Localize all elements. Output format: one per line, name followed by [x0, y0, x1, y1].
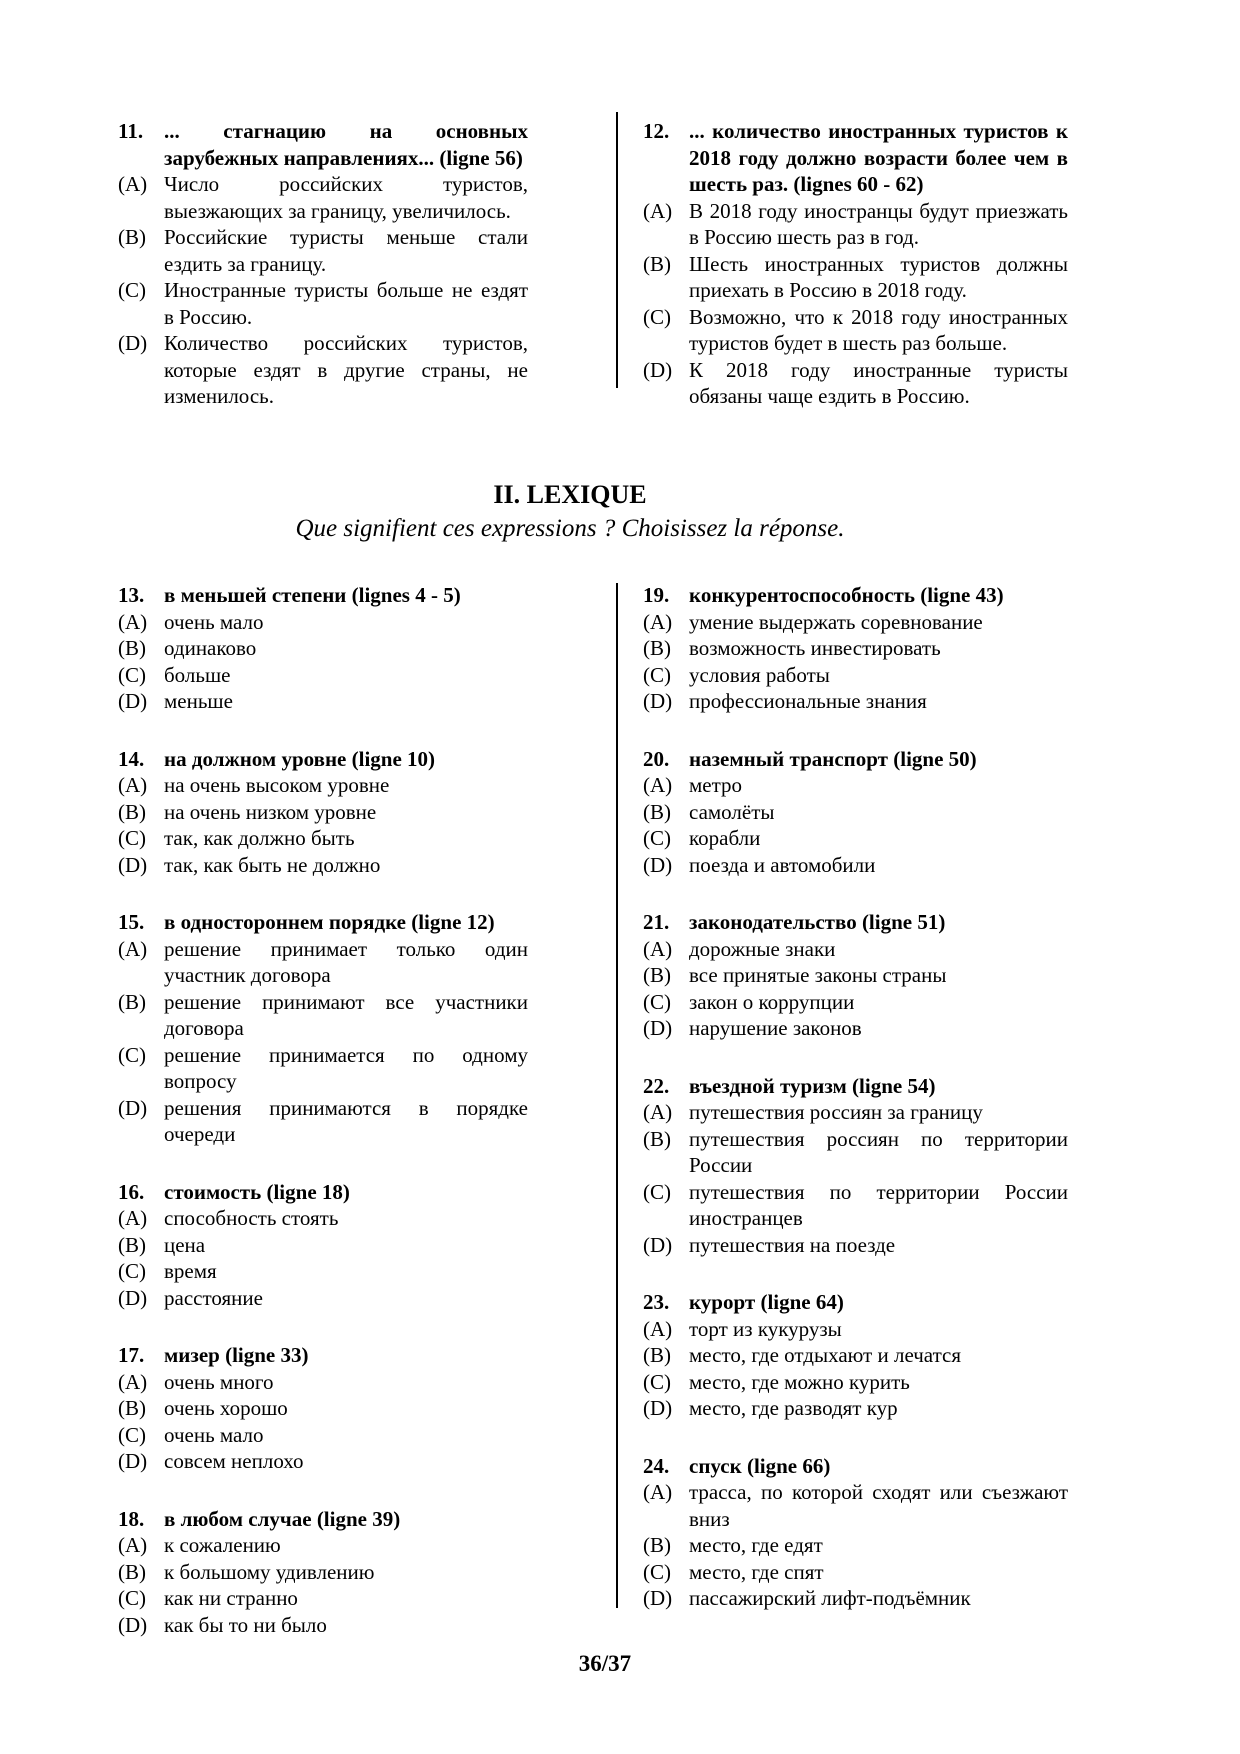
- option-letter: (B): [643, 1533, 671, 1557]
- question-header: [118, 909, 528, 936]
- question-title: конкурентоспособность (ligne 43): [689, 583, 1004, 607]
- answer-option-a: [643, 1316, 1068, 1343]
- question-number: 16.: [118, 1179, 145, 1204]
- question-title: в одностороннем порядке (ligne 12): [164, 910, 495, 934]
- option-letter: (A): [118, 1369, 148, 1394]
- question-title: въездной туризм (ligne 54): [689, 1073, 936, 1098]
- answer-option-b: [643, 1532, 1068, 1559]
- option-letter: (C): [118, 1042, 146, 1067]
- answer-option-b: [643, 251, 1068, 304]
- option-text: возможность инвестировать: [689, 636, 941, 660]
- top-left-column: [118, 118, 528, 410]
- option-letter: (A): [643, 936, 673, 961]
- question-number: 20.: [643, 746, 670, 771]
- answer-option-a: [643, 1479, 1068, 1532]
- answer-option-b: [118, 1559, 528, 1586]
- answer-option-c: [118, 1258, 528, 1285]
- answer-option-c: [643, 1179, 1068, 1232]
- option-text: место, где можно курить: [689, 1369, 910, 1394]
- option-letter: (C): [118, 278, 146, 302]
- option-letter: (D): [118, 1449, 148, 1473]
- option-text: место, где спят: [689, 1559, 824, 1584]
- option-letter: (B): [118, 799, 146, 824]
- option-letter: (D): [118, 1612, 148, 1637]
- option-letter: (B): [643, 251, 671, 276]
- answer-option-b: [643, 635, 1068, 662]
- answer-option-c: [643, 989, 1068, 1016]
- answer-option-a: [643, 609, 1068, 636]
- option-text: очень мало: [164, 609, 264, 634]
- option-letter: (A): [118, 172, 148, 196]
- option-letter: (A): [118, 1206, 148, 1230]
- answer-option-d: [118, 1285, 528, 1312]
- answer-option-a: [643, 1099, 1068, 1126]
- option-text: время: [164, 1259, 217, 1283]
- question-number: 14.: [118, 746, 145, 771]
- answer-option-c: [643, 825, 1068, 852]
- option-letter: (A): [118, 1533, 148, 1557]
- answer-option-d: [643, 357, 1068, 410]
- option-text: место, где отдыхают и лечатся: [689, 1343, 961, 1367]
- question-number: 17.: [118, 1343, 145, 1367]
- option-letter: (C): [643, 1559, 671, 1584]
- answer-option-d: [118, 852, 528, 879]
- answer-option-c: [118, 825, 528, 852]
- section-subtitle: Que signifient ces expressions ? Choisissez la réponse.: [295, 515, 845, 542]
- option-text: Шесть иностранных туристов должны приехать в Россию в 2018 году.: [689, 251, 1068, 302]
- column-divider-top: [616, 112, 618, 388]
- question-number: 24.: [643, 1453, 670, 1478]
- option-text: место, где разводят кур: [689, 1396, 898, 1420]
- option-text: на очень низком уровне: [164, 799, 377, 824]
- question-16: [118, 1179, 528, 1312]
- option-text: Российские туристы меньше стали ездить за границу.: [164, 225, 528, 276]
- question-header: [643, 746, 1068, 773]
- option-letter: (C): [643, 1179, 671, 1204]
- option-text: путешествия по территории России иностранцев: [689, 1179, 1068, 1230]
- question-header: [643, 1453, 1068, 1480]
- question-header: [643, 582, 1068, 609]
- question-19: [643, 582, 1068, 715]
- question-title: курорт (ligne 64): [689, 1290, 844, 1314]
- answer-option-c: [643, 662, 1068, 689]
- option-text: условия работы: [689, 662, 830, 687]
- option-text: место, где едят: [689, 1533, 823, 1557]
- question-number: 22.: [643, 1073, 670, 1098]
- option-text: умение выдержать соревнование: [689, 609, 983, 634]
- question-header: [118, 746, 528, 773]
- option-letter: (B): [643, 1343, 671, 1367]
- option-text: решение принимает только один участник договора: [164, 936, 528, 987]
- page-number: 36/37: [578, 1651, 632, 1676]
- option-letter: (A): [643, 773, 673, 797]
- option-letter: (D): [643, 1232, 673, 1257]
- column-divider-lexique: [616, 583, 618, 1608]
- answer-option-b: [118, 1395, 528, 1422]
- answer-option-c: [118, 1422, 528, 1449]
- option-text: как ни странно: [164, 1586, 298, 1610]
- question-header: [118, 1179, 528, 1206]
- answer-option-d: [643, 1232, 1068, 1259]
- option-text: все принятые законы страны: [689, 963, 947, 987]
- question-title: на должном уровне (ligne 10): [164, 746, 436, 771]
- option-letter: (A): [118, 609, 148, 634]
- option-text: очень мало: [164, 1422, 264, 1447]
- question-header: [118, 582, 528, 609]
- option-text: самолёты: [689, 799, 775, 824]
- option-text: так, как должно быть: [164, 826, 355, 850]
- option-text: профессиональные знания: [689, 689, 927, 713]
- section-header: [0, 480, 1140, 544]
- option-text: решение принимается по одному вопросу: [164, 1042, 528, 1093]
- answer-option-b: [118, 635, 528, 662]
- answer-option-c: [643, 304, 1068, 357]
- question-title: мизер (ligne 33): [164, 1343, 309, 1367]
- answer-option-d: [118, 1095, 528, 1148]
- question-12: [643, 118, 1068, 410]
- option-text: решения принимаются в порядке очереди: [164, 1095, 528, 1146]
- option-letter: (A): [643, 198, 673, 223]
- answer-option-b: [118, 1232, 528, 1259]
- question-header: [118, 1506, 528, 1533]
- question-title: спуск (ligne 66): [689, 1453, 831, 1478]
- option-letter: (A): [643, 1316, 673, 1341]
- option-letter: (C): [643, 662, 671, 687]
- top-right-column: [643, 118, 1068, 410]
- question-header: [643, 909, 1068, 936]
- answer-option-b: [118, 799, 528, 826]
- question-18: [118, 1506, 528, 1639]
- option-text: торт из кукурузы: [689, 1316, 842, 1341]
- option-text: так, как быть не должно: [164, 852, 381, 877]
- option-text: закон о коррупции: [689, 989, 855, 1014]
- option-letter: (D): [643, 357, 673, 382]
- option-text: совсем неплохо: [164, 1449, 304, 1473]
- option-letter: (D): [643, 1586, 673, 1610]
- option-letter: (C): [118, 1586, 146, 1610]
- answer-option-b: [643, 962, 1068, 989]
- question-title: ... количество иностранных туристов к 2018 году должно возрасти более чем в шесть раз. (lignes 60 - 62): [689, 119, 1068, 196]
- answer-option-b: [118, 989, 528, 1042]
- option-text: к сожалению: [164, 1533, 281, 1557]
- answer-option-c: [118, 1585, 528, 1612]
- answer-option-a: [118, 1205, 528, 1232]
- question-24: [643, 1453, 1068, 1612]
- option-letter: (C): [118, 1422, 146, 1447]
- option-letter: (A): [643, 609, 673, 634]
- option-text: Количество российских туристов, которые ездят в другие страны, не изменилось.: [164, 331, 528, 408]
- section-title: II. LEXIQUE: [493, 480, 647, 509]
- option-text: путешествия россиян по территории России: [689, 1126, 1068, 1177]
- answer-option-a: [118, 1369, 528, 1396]
- option-text: больше: [164, 662, 231, 687]
- option-text: поезда и автомобили: [689, 852, 876, 877]
- option-letter: (C): [643, 304, 671, 329]
- question-title: ... стагнацию на основных зарубежных направлениях... (ligne 56): [164, 119, 528, 170]
- option-text: Иностранные туристы больше не ездят в Россию.: [164, 278, 528, 329]
- lexique-left-column: [118, 582, 528, 1638]
- option-text: как бы то ни было: [164, 1612, 327, 1637]
- question-header: [118, 1342, 528, 1369]
- option-letter: (C): [643, 826, 671, 850]
- option-letter: (C): [118, 826, 146, 850]
- option-letter: (B): [643, 1126, 671, 1151]
- answer-option-d: [118, 330, 528, 410]
- answer-option-a: [118, 171, 528, 224]
- option-text: способность стоять: [164, 1206, 339, 1230]
- option-letter: (B): [118, 225, 146, 249]
- option-text: к большому удивлению: [164, 1559, 375, 1584]
- question-header: [643, 118, 1068, 198]
- option-text: очень много: [164, 1369, 274, 1394]
- answer-option-d: [118, 1448, 528, 1475]
- question-13: [118, 582, 528, 715]
- option-text: Число российских туристов, выезжающих за границу, увеличилось.: [164, 172, 528, 223]
- question-11: [118, 118, 528, 410]
- answer-option-b: [643, 1342, 1068, 1369]
- option-letter: (A): [118, 936, 148, 961]
- option-text: путешествия россиян за границу: [689, 1100, 983, 1124]
- option-text: дорожные знаки: [689, 936, 836, 961]
- option-text: нарушение законов: [689, 1016, 862, 1040]
- option-text: на очень высоком уровне: [164, 773, 390, 797]
- question-22: [643, 1073, 1068, 1259]
- question-header: [643, 1073, 1068, 1100]
- answer-option-c: [118, 662, 528, 689]
- option-letter: (A): [643, 1480, 673, 1504]
- option-letter: (B): [118, 989, 146, 1014]
- option-letter: (C): [643, 989, 671, 1014]
- question-title: законодательство (ligne 51): [689, 910, 946, 934]
- option-text: решение принимают все участники договора: [164, 989, 528, 1040]
- question-20: [643, 746, 1068, 879]
- answer-option-c: [643, 1559, 1068, 1586]
- option-letter: (B): [118, 636, 146, 660]
- option-letter: (B): [118, 1396, 146, 1420]
- option-letter: (D): [643, 852, 673, 877]
- answer-option-d: [643, 688, 1068, 715]
- answer-option-a: [118, 609, 528, 636]
- option-text: трасса, по которой сходят или съезжают вниз: [689, 1480, 1068, 1531]
- question-title: стоимость (ligne 18): [164, 1179, 350, 1204]
- option-text: меньше: [164, 689, 233, 713]
- question-number: 11.: [118, 119, 144, 143]
- option-letter: (D): [118, 1285, 148, 1310]
- answer-option-d: [643, 1015, 1068, 1042]
- answer-option-a: [643, 198, 1068, 251]
- option-letter: (C): [643, 1369, 671, 1394]
- answer-option-d: [118, 688, 528, 715]
- option-text: очень хорошо: [164, 1396, 288, 1420]
- answer-option-c: [643, 1369, 1068, 1396]
- answer-option-d: [643, 1585, 1068, 1612]
- lexique-right-column: [643, 582, 1068, 1612]
- answer-option-a: [118, 772, 528, 799]
- option-letter: (B): [118, 1559, 146, 1584]
- answer-option-d: [643, 1395, 1068, 1422]
- question-21: [643, 909, 1068, 1042]
- question-14: [118, 746, 528, 879]
- option-letter: (D): [118, 689, 148, 713]
- option-text: путешествия на поезде: [689, 1232, 896, 1257]
- option-letter: (D): [643, 1396, 673, 1420]
- option-text: расстояние: [164, 1285, 263, 1310]
- question-number: 18.: [118, 1506, 145, 1531]
- option-text: одинаково: [164, 636, 257, 660]
- answer-option-a: [118, 1532, 528, 1559]
- question-number: 13.: [118, 583, 145, 607]
- answer-option-b: [643, 1126, 1068, 1179]
- answer-option-b: [118, 224, 528, 277]
- question-number: 23.: [643, 1290, 670, 1314]
- question-number: 19.: [643, 583, 670, 607]
- answer-option-c: [118, 277, 528, 330]
- option-letter: (B): [118, 1232, 146, 1257]
- option-letter: (A): [118, 773, 148, 797]
- answer-option-a: [643, 936, 1068, 963]
- option-text: В 2018 году иностранцы будут приезжать в Россию шесть раз в год.: [689, 198, 1068, 249]
- option-letter: (B): [643, 799, 671, 824]
- option-letter: (D): [118, 852, 148, 877]
- option-letter: (C): [118, 1259, 146, 1283]
- question-number: 21.: [643, 910, 670, 934]
- question-15: [118, 909, 528, 1148]
- option-letter: (D): [643, 1016, 673, 1040]
- question-17: [118, 1342, 528, 1475]
- answer-option-d: [118, 1612, 528, 1639]
- question-title: в меньшей степени (lignes 4 - 5): [164, 583, 461, 607]
- option-letter: (D): [643, 689, 673, 713]
- option-letter: (C): [118, 662, 146, 687]
- answer-option-b: [643, 799, 1068, 826]
- question-number: 12.: [643, 119, 670, 143]
- option-text: пассажирский лифт-подъёмник: [689, 1586, 971, 1610]
- option-letter: (D): [118, 331, 148, 355]
- answer-option-a: [643, 772, 1068, 799]
- option-text: метро: [689, 773, 743, 797]
- question-title: наземный транспорт (ligne 50): [689, 746, 977, 771]
- option-text: цена: [164, 1232, 206, 1257]
- question-23: [643, 1289, 1068, 1422]
- question-header: [643, 1289, 1068, 1316]
- option-letter: (B): [643, 636, 671, 660]
- option-text: К 2018 году иностранные туристы обязаны чаще ездить в Россию.: [689, 357, 1068, 408]
- option-text: корабли: [689, 826, 761, 850]
- option-text: Возможно, что к 2018 году иностранных туристов будет в шесть раз больше.: [689, 304, 1068, 355]
- option-letter: (D): [118, 1095, 148, 1120]
- answer-option-a: [118, 936, 528, 989]
- question-title: в любом случае (ligne 39): [164, 1506, 401, 1531]
- question-number: 15.: [118, 910, 145, 934]
- option-letter: (B): [643, 963, 671, 987]
- question-header: [118, 118, 528, 171]
- option-letter: (A): [643, 1100, 673, 1124]
- answer-option-d: [643, 852, 1068, 879]
- answer-option-c: [118, 1042, 528, 1095]
